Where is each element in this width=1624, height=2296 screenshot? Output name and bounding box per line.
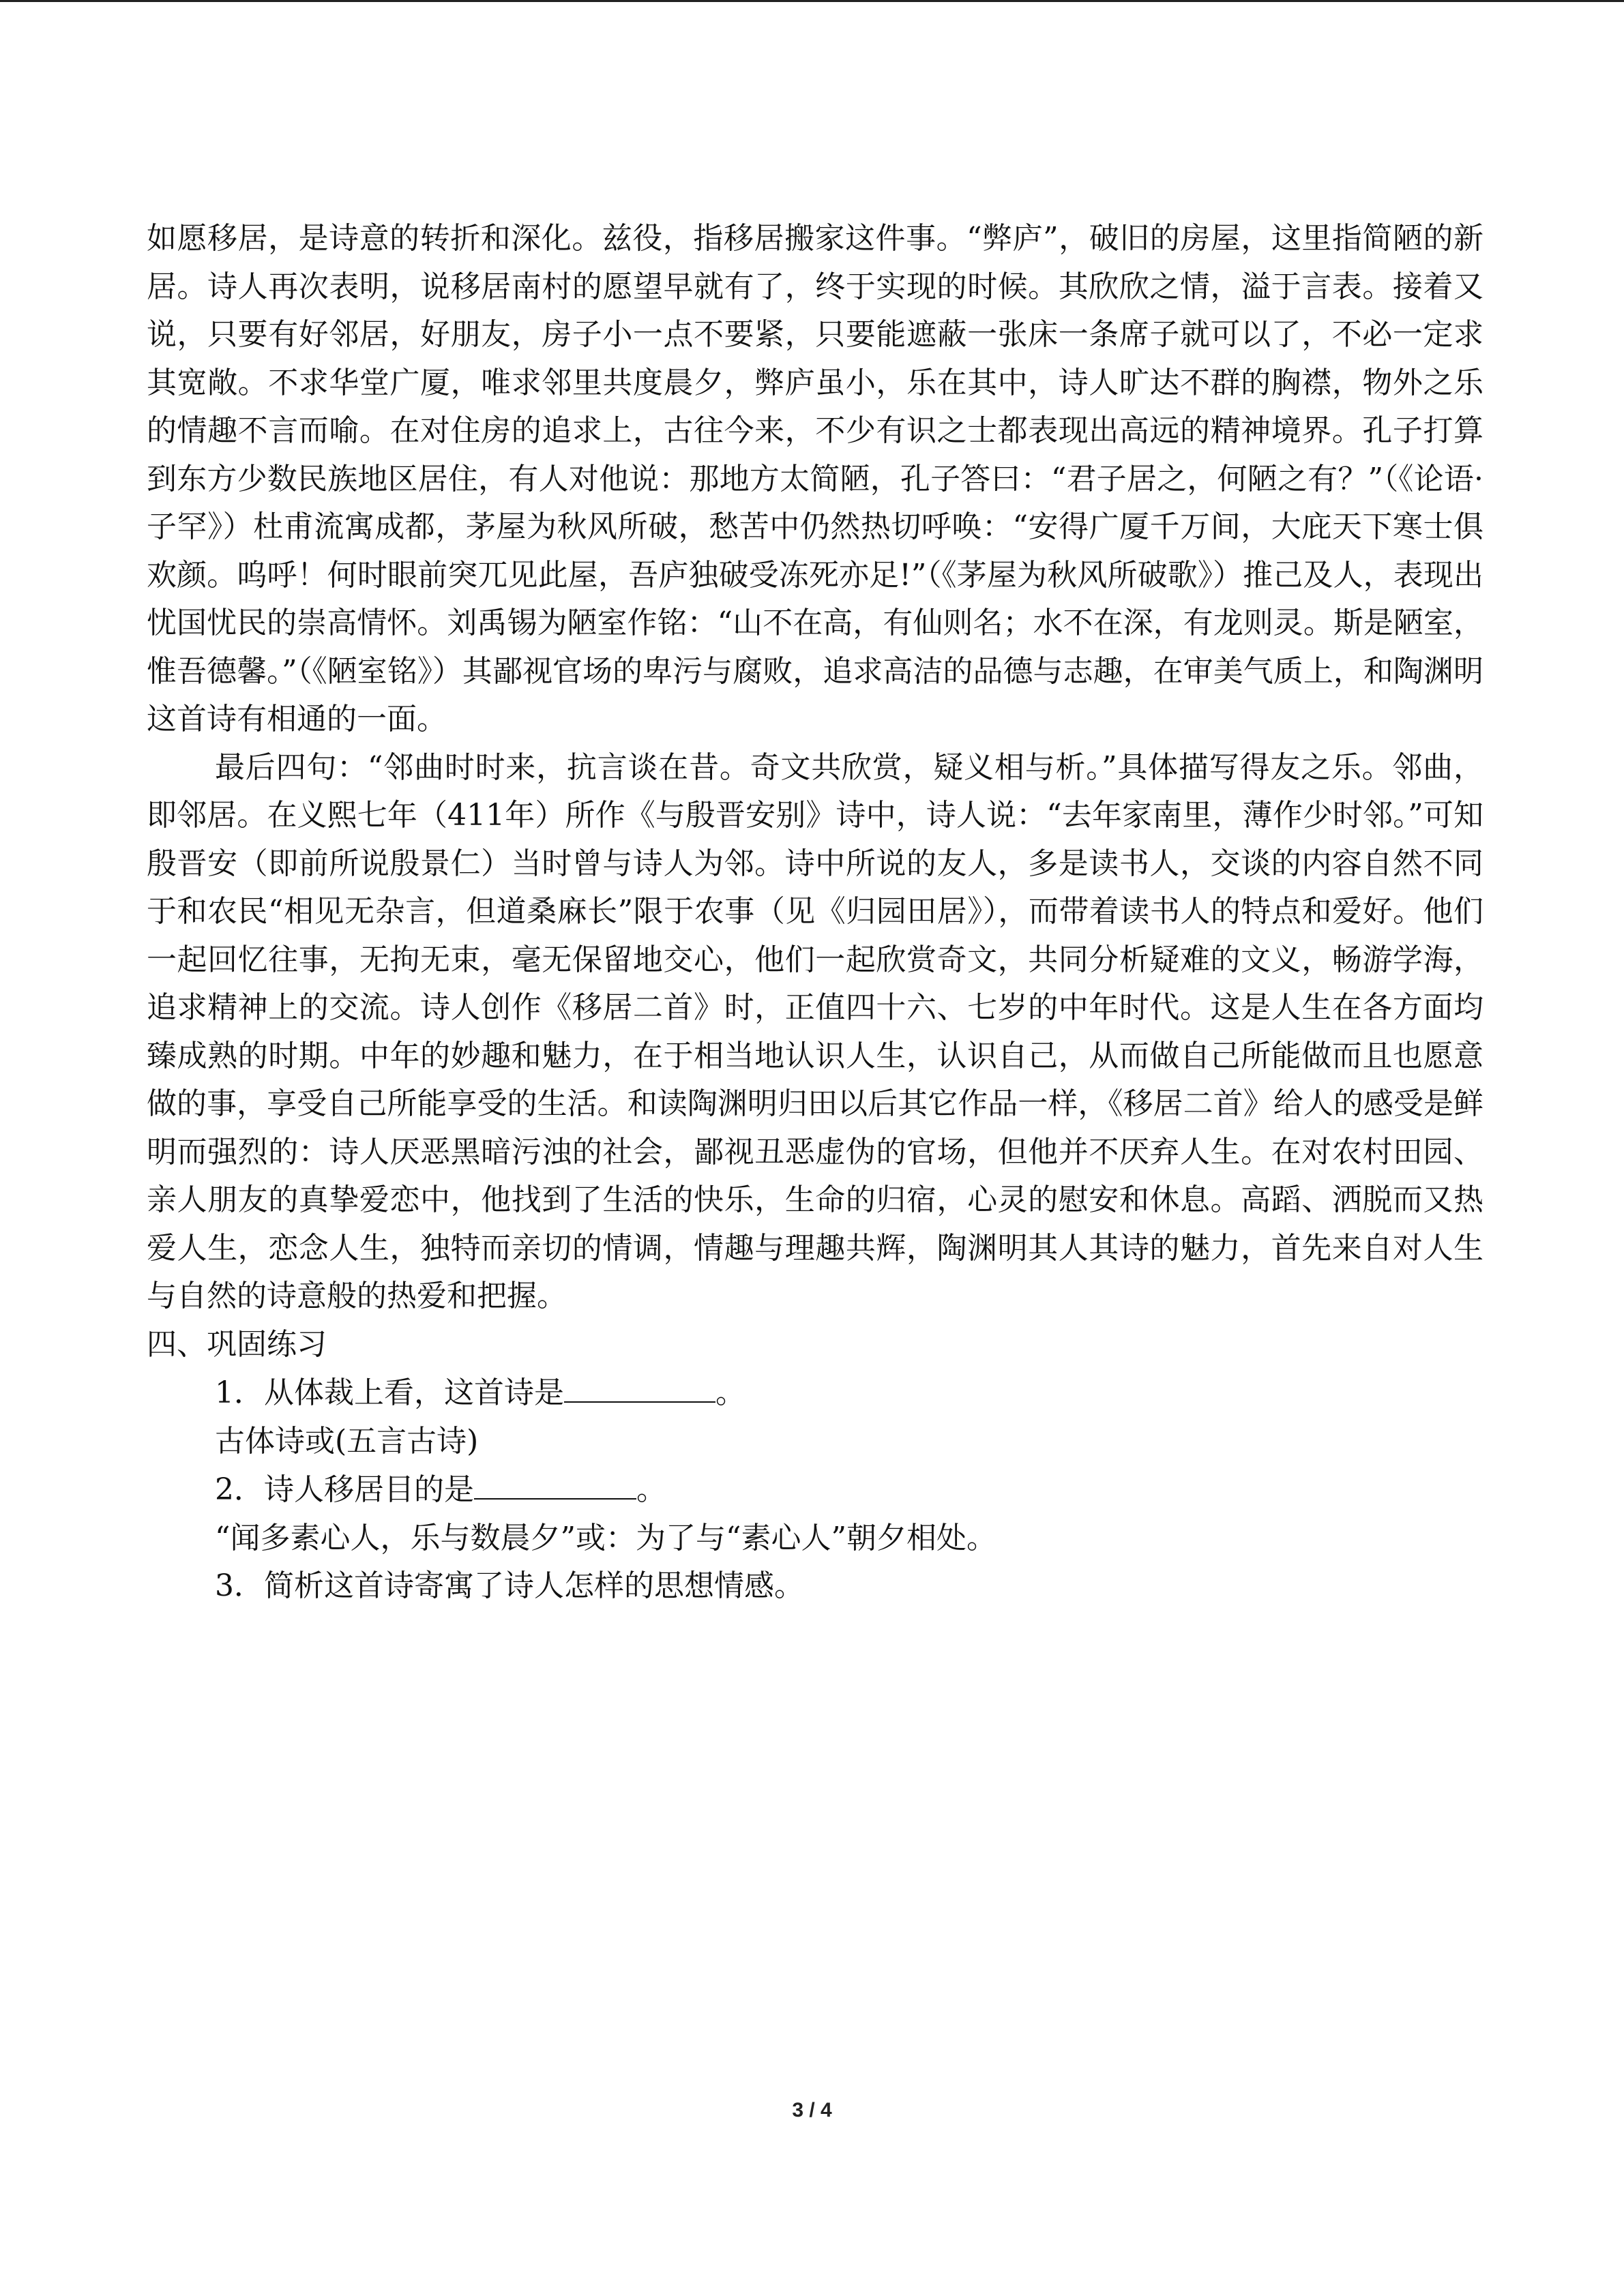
exercise-question-3: 3．简析这首诗寄寓了诗人怎样的思想情感。 (215, 1568, 804, 1603)
exercise-question-1-end: 。 (715, 1375, 745, 1410)
page-number: 3 / 4 (792, 2099, 832, 2121)
answer-blank-1 (564, 1369, 715, 1403)
paragraph-continued: 如愿移居，是诗意的转折和深化。兹役，指移居搬家这件事。“弊庐”，破旧的房屋，这里指简陋的新居。诗人再次表明，说移居南村的愿望早就有了，终于实现的时候。其欣欣之情，溢于言表。接着又说，只要有好邻居，好朋友，房子小一点不要紧，只要能遮蔽一张床一条席子就可以了，不必一定求其宽敞。不求华堂广厦，唯求邻里共度晨夕，弊庐虽小，乐在其中，诗人旷达不群的胸襟，物外之乐的情趣不言而喻。在对住房的追求上，古往今来，不少有识之士都表现出高远的精神境界。孔子打算到东方少数民族地区居住，有人对他说：那地方太简陋，孔子答曰：“君子居之，何陋之有？”（《论语·子罕》）杜甫流寓成都，茅屋为秋风所破，愁苦中仍然热切呼唤：“安得广厦千万间，大庇天下寒士俱欢颜。呜呼！何时眼前突兀见此屋，吾庐独破受冻死亦足!”（《茅屋为秋风所破歌》）推己及人，表现出忧国忧民的崇高情怀。刘禹锡为陋室作铭：“山不在高，有仙则名；水不在深，有龙则灵。斯是陋室，惟吾德馨。”（《陋室铭》）其鄙视官场的卑污与腐败，追求高洁的品德与志趣，在审美气质上，和陶渊明这首诗有相通的一面。 (147, 221, 1483, 736)
exercise-question-2 (147, 1465, 1483, 1515)
answer-blank-2 (474, 1465, 636, 1500)
exercise-answer-1: 古体诗或(五言古诗) (215, 1423, 479, 1459)
page-top-border (0, 0, 1624, 2)
exercise-question-2-end: 。 (636, 1472, 666, 1507)
section-heading: 四、巩固练习 (147, 1326, 327, 1362)
exercise-question-1-text: 1．从体裁上看，这首诗是 (215, 1375, 564, 1410)
exercise-question-1 (147, 1369, 1483, 1418)
paragraph-last-four-lines: 最后四句：“邻曲时时来，抗言谈在昔。奇文共欣赏，疑义相与析。”具体描写得友之乐。邻曲，即邻居。在义熙七年（411年）所作《与殷晋安别》诗中，诗人说：“去年家南里，薄作少时邻。”可知殷晋安（即前所说殷景仁）当时曾与诗人为邻。诗中所说的友人，多是读书人，交谈的内容自然不同于和农民“相见无杂言，但道桑麻长”限于农事（见《归园田居》），而带着读书人的特点和爱好。他们一起回忆往事，无拘无束，毫无保留地交心，他们一起欣赏奇文，共同分析疑难的文义，畅游学海，追求精神上的交流。诗人创作《移居二首》时，正值四十六、七岁的中年时代。这是人生在各方面均臻成熟的时期。中年的妙趣和魅力，在于相当地认识人生，认识自己，从而做自己所能做而且也愿意做的事，享受自己所能享受的生活。和读陶渊明归田以后其它作品一样，《移居二首》给人的感受是鲜明而强烈的：诗人厌恶黑暗污浊的社会，鄙视丑恶虚伪的官场，但他并不厌弃人生。在对农村田园、亲人朋友的真挚爱恋中，他找到了生活的快乐，生命的归宿，心灵的慰安和休息。高蹈、洒脱而又热爱人生，恋念人生，独特而亲切的情调，情趣与理趣共辉，陶渊明其人其诗的魅力，首先来自对人生与自然的诗意般的热爱和把握。 (147, 749, 1483, 1313)
exercise-answer-2: “闻多素心人，乐与数晨夕”或：为了与“素心人”朝夕相处。 (215, 1520, 996, 1555)
exercise-question-2-text: 2．诗人移居目的是 (215, 1472, 474, 1507)
document-body (147, 215, 1483, 1611)
